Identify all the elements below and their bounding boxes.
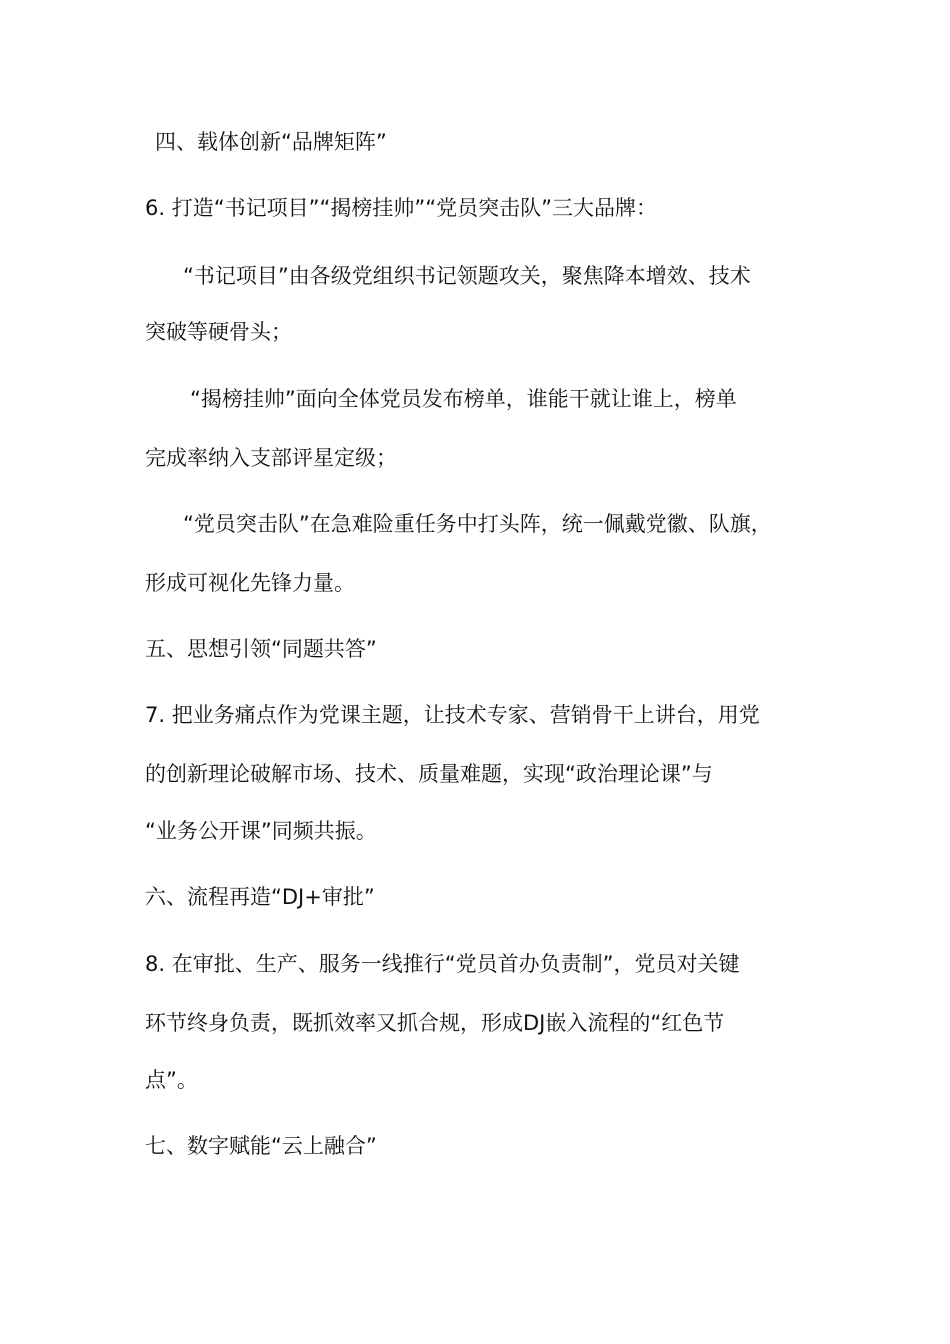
list-item-7-line1: 7. 把业务痛点作为党课主题，让技术专家、营销骨干上讲台，用党	[145, 703, 760, 727]
list-item-7-line3: “业务公开课”同频共振。	[145, 819, 377, 843]
list-item-6: 6. 打造“书记项目”“揭榜挂帅”“党员突击队”三大品牌：	[145, 196, 657, 220]
paragraph-commando-team-line1: “党员突击队”在急难险重任务中打头阵，统一佩戴党徽、队旗，	[183, 512, 772, 536]
list-item-8-line1: 8. 在审批、生产、服务一线推行“党员首办负责制”，党员对关键	[145, 952, 740, 976]
list-item-8-line3: 点”。	[145, 1068, 198, 1092]
paragraph-jiebang-line2: 完成率纳入支部评星定级；	[145, 446, 397, 470]
section-heading-6: 六、流程再造“DJ+审批”	[145, 885, 375, 909]
list-item-8-line2: 环节终身负责，既抓效率又抓合规，形成DJ嵌入流程的“红色节	[145, 1011, 725, 1035]
section-heading-4: 四、载体创新“品牌矩阵”	[155, 130, 387, 154]
paragraph-secretary-project-line2: 突破等硬骨头；	[145, 320, 292, 344]
paragraph-secretary-project-line1: “书记项目”由各级党组织书记领题攻关，聚焦降本增效、技术	[183, 264, 751, 288]
section-heading-5: 五、思想引领“同题共答”	[145, 637, 377, 661]
list-item-7-line2: 的创新理论破解市场、技术、质量难题，实现“政治理论课”与	[145, 762, 713, 786]
paragraph-jiebang-line1: “揭榜挂帅”面向全体党员发布榜单，谁能干就让谁上，榜单	[190, 387, 737, 411]
paragraph-commando-team-line2: 形成可视化先锋力量。	[145, 571, 355, 595]
section-heading-7: 七、数字赋能“云上融合”	[145, 1134, 377, 1158]
